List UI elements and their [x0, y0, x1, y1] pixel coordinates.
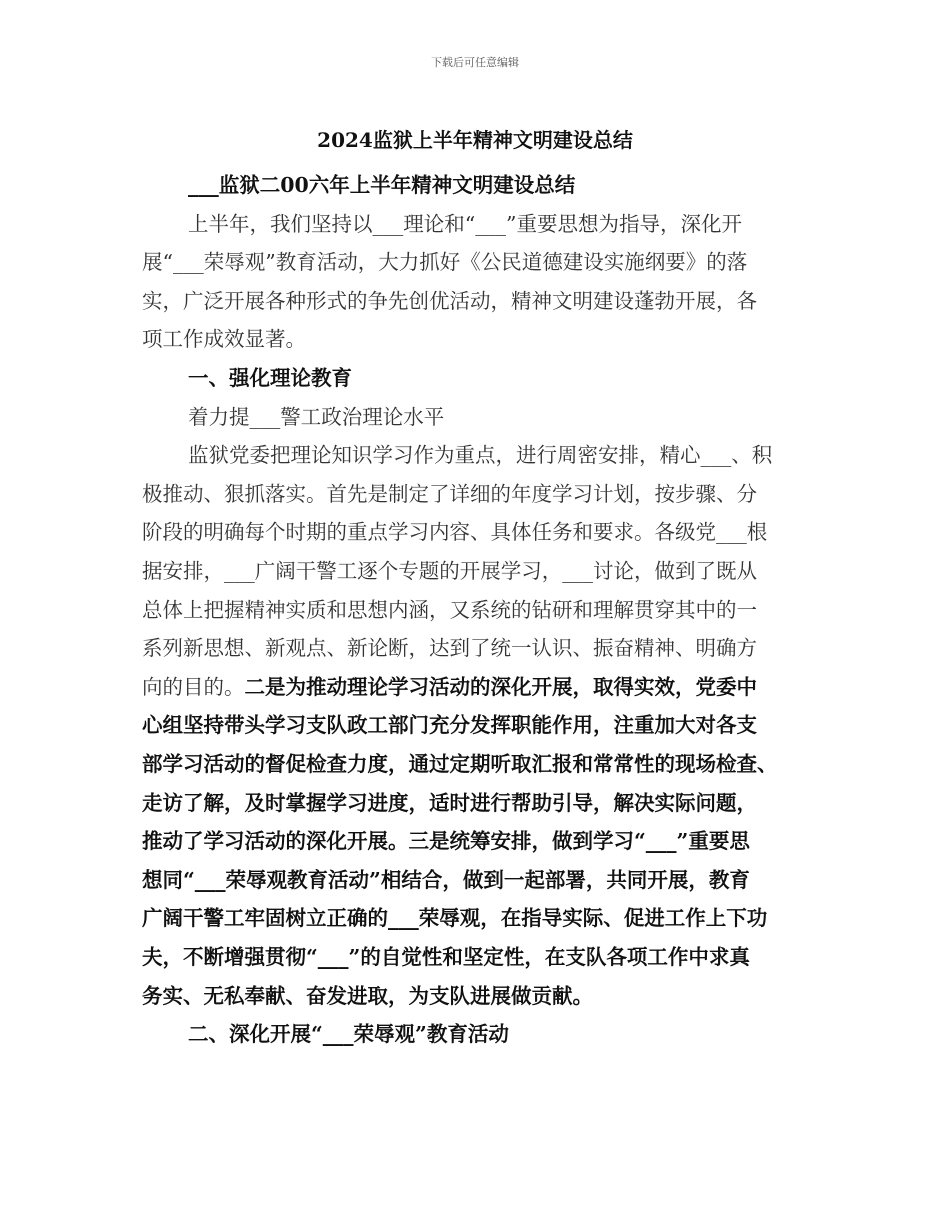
line-text: 展“___荣辱观”教育活动，大力抓好《公民道德建设实施纲要》的落 — [142, 250, 748, 275]
paragraph-line — [142, 595, 757, 625]
paragraph-line — [142, 517, 767, 547]
line-text: 阶段的明确每个时期的重点学习内容、具体任务和要求。各级党___根 — [142, 520, 768, 545]
paragraph-line — [188, 363, 352, 393]
line-text: 着力提___警工政治理论水平 — [188, 404, 445, 429]
line-text: 实，广泛开展各种形式的争先创优活动，精神文明建设蓬勃开展，各 — [142, 288, 757, 313]
document-title: 2024监狱上半年精神文明建设总结 — [317, 128, 633, 152]
line-text: 推动了学习活动的深化开展。三是统筹安排，做到学习“___”重要思 — [142, 829, 750, 854]
paragraph-line — [188, 440, 772, 470]
line-text: 向的目的。 — [142, 674, 245, 699]
paragraph-line — [188, 209, 742, 239]
header-note: 下载后可任意编辑 — [431, 56, 519, 69]
paragraph-line — [142, 286, 757, 316]
paragraph-line — [142, 942, 750, 972]
line-text: 夫，不断增强贯彻“___”的自觉性和坚定性，在支队各项工作中求真 — [142, 945, 750, 969]
line-text: 总体上把握精神实质和思想内涵，又系统的钻研和理解贯穿其中的一 — [142, 597, 757, 622]
paragraph-line — [142, 247, 747, 277]
paragraph-line — [142, 710, 757, 740]
paragraph-line — [142, 556, 757, 586]
line-text: 二、深化开展“___荣辱观”教育活动 — [188, 1022, 509, 1047]
paragraph-line — [142, 633, 757, 663]
paragraph-line — [142, 981, 593, 1011]
paragraph-line — [142, 865, 750, 895]
paragraph-line — [188, 1019, 509, 1049]
line-text: 广阔干警工牢固树立正确的___荣辱观，在指导实际、促进工作上下功 — [142, 906, 768, 931]
line-text: 上半年，我们坚持以___理论和“___”重要思想为指导，深化开 — [188, 211, 742, 236]
paragraph-line — [142, 903, 767, 933]
line-text: 监狱党委把理论知识学习作为重点，进行周密安排，精心___、积 — [188, 443, 773, 468]
line-text: 部学习活动的督促检查力度，通过定期听取汇报和常常性的现场检查、 — [142, 752, 778, 776]
paragraph-line — [142, 479, 757, 509]
paragraph-line — [142, 788, 757, 818]
line-text: ___监狱二00六年上半年精神文明建设总结 — [188, 173, 576, 197]
paragraph-line — [188, 170, 575, 200]
line-text: 系列新思想、新观点、新论断，达到了统一认识、振奋精神、明确方 — [142, 636, 757, 661]
line-text: 想同“___荣辱观教育活动”相结合，做到一起部署，共同开展，教育 — [142, 867, 750, 892]
paragraph-line — [188, 402, 444, 432]
paragraph-line — [142, 672, 757, 702]
line-text: 走访了解，及时掌握学习进度，适时进行帮助引导，解决实际问题， — [142, 790, 757, 815]
line-text: 心组坚持带头学习支队政工部门充分发挥职能作用，注重加大对各支 — [142, 713, 757, 738]
line-text: 据安排，___广阔干警工逐个专题的开展学习，___讨论，做到了既从 — [142, 559, 757, 583]
line-text: 一、强化理论教育 — [188, 366, 352, 390]
line-text: 务实、无私奉献、奋发进取，为支队进展做贡献。 — [142, 983, 593, 1008]
paragraph-line — [142, 749, 778, 779]
paragraph-line — [142, 826, 750, 856]
line-text: 项工作成效显著。 — [142, 327, 306, 352]
line-text: 极推动、狠抓落实。首先是制定了详细的年度学习计划，按步骤、分 — [142, 481, 757, 506]
line-text-bold-tail: 二是为推动理论学习活动的深化开展，取得实效，党委中 — [244, 674, 757, 699]
paragraph-line — [142, 324, 306, 354]
